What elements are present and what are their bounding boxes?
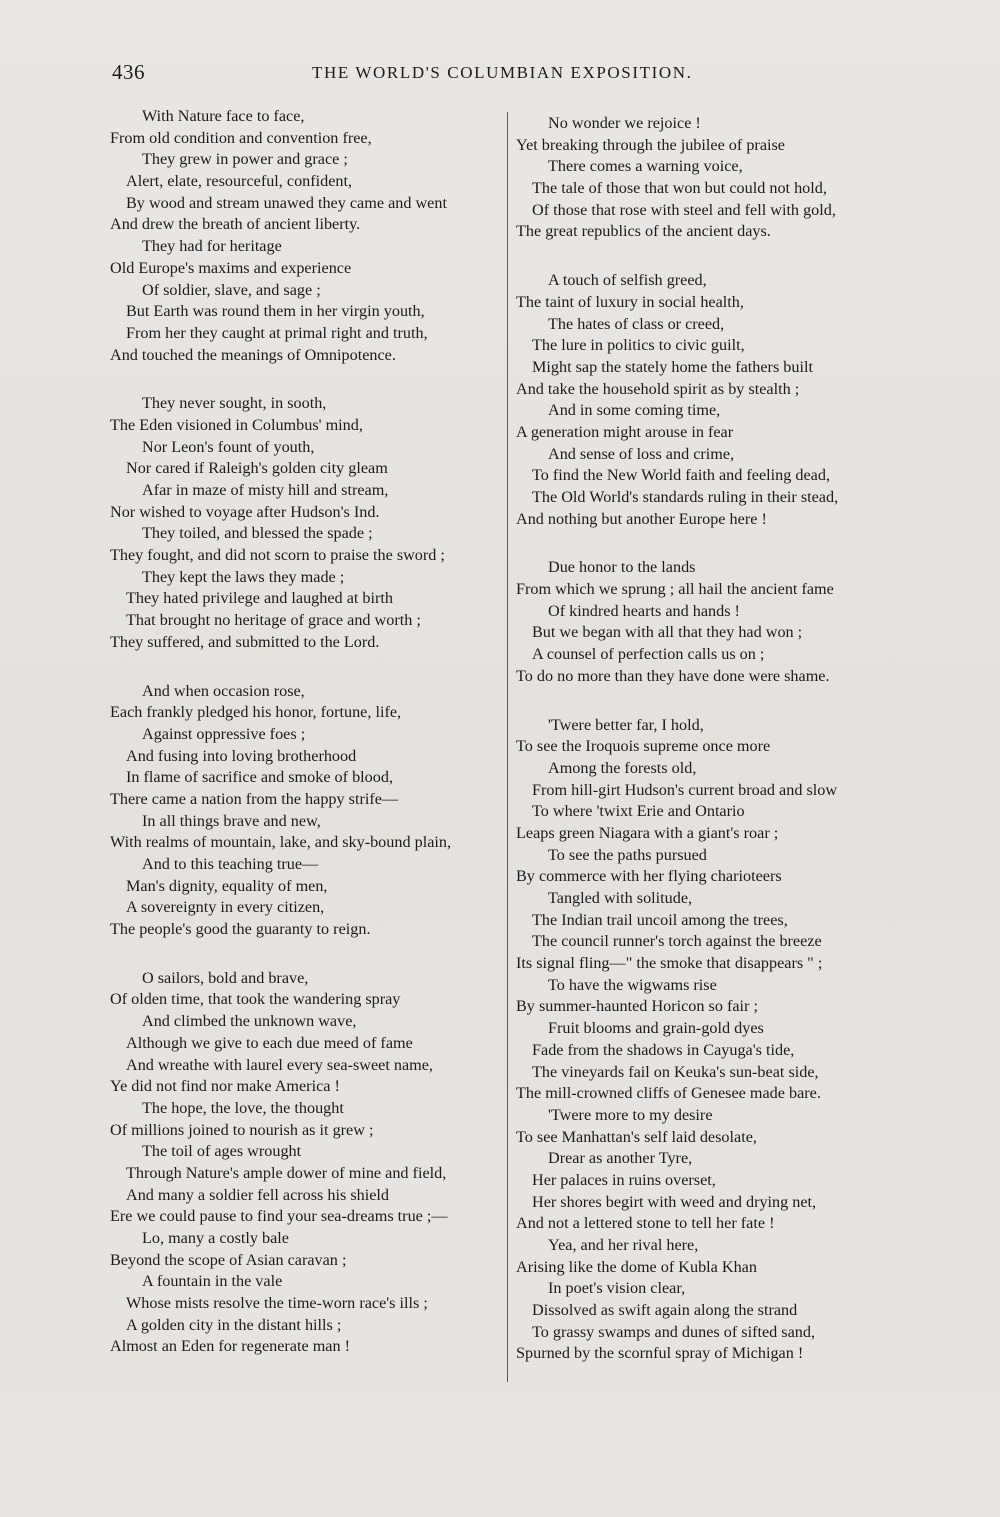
poem-line: To find the New World faith and feeling dead, [532,466,830,485]
poem-line: They toiled, and blessed the spade ; [142,524,373,543]
poem-line: Man's dignity, equality of men, [126,876,328,895]
poem-line: Almost an Eden for regenerate man ! [110,1337,351,1356]
left-column [94,106,504,1385]
poem-line: Each frankly pledged his honor, fortune, life, [110,703,402,722]
poem-line: Fruit blooms and grain-gold dyes [548,1019,764,1038]
poem-line: Ere we could pause to find your sea-dreams true ;— [110,1207,448,1226]
poem-line: Nor cared if Raleigh's golden city gleam [126,459,388,478]
poem-line: And drew the breath of ancient liberty. [110,215,361,234]
poem-line: 'Twere better far, I hold, [548,715,704,734]
poem-line: Arising like the dome of Kubla Khan [516,1257,757,1276]
poem-line: From hill-girt Hudson's current broad and slow [532,780,838,799]
poem-line: No wonder we rejoice ! [548,114,701,132]
poem-line: Of millions joined to nourish as it grew ; [110,1120,374,1139]
poem-line: Her palaces in ruins overset, [532,1170,716,1189]
poem-line: Her shores begirt with weed and drying net, [532,1192,817,1211]
poem-line: They kept the laws they made ; [142,567,345,586]
poem-line: The hates of class or creed, [548,314,725,333]
stanza [510,113,930,243]
poem-line: But we began with all that they had won ; [532,623,803,642]
poem-line: By commerce with her flying charioteers [516,867,782,886]
poem-line: Afar in maze of misty hill and stream, [142,481,389,499]
poem-line: A fountain in the vale [142,1272,283,1291]
stanza [510,557,930,687]
poem-line: 'Twere more to my desire [548,1105,713,1124]
poem-line: A generation might arouse in fear [516,422,734,441]
poem-line: And not a lettered stone to tell her fate ! [516,1214,775,1233]
poem-line: In poet's vision clear, [548,1279,686,1298]
poem-line: And touched the meanings of Omnipotence. [110,345,396,364]
poem-line: The tale of those that won but could not hold, [532,179,827,198]
poem-line: Of soldier, slave, and sage ; [142,280,321,299]
poem-line: Against oppressive foes ; [142,724,306,743]
poem-line: Of kindred hearts and hands ! [548,601,740,620]
poem-line: Leaps green Niagara with a giant's roar ; [516,823,779,842]
stanza [510,270,930,530]
poem-line: And when occasion rose, [142,681,305,700]
poem-line: Through Nature's ample dower of mine and field, [126,1163,447,1182]
poem-line: And sense of loss and crime, [548,444,735,463]
poem-line: The hope, the love, the thought [142,1098,344,1117]
poem-line: Nor Leon's fount of youth, [142,437,315,456]
running-head: THE WORLD'S COLUMBIAN EXPOSITION. [312,63,693,82]
page-header [112,60,732,90]
poem-line: And many a soldier fell across his shield [126,1185,389,1204]
poem-line: Beyond the scope of Asian caravan ; [110,1250,347,1269]
poem-line: The lure in politics to civic guilt, [532,336,745,355]
poem-line: There comes a warning voice, [548,157,743,176]
poem-line: To see the paths pursued [548,845,707,864]
poem-line: Lo, many a costly bale [142,1229,289,1247]
poem-line: And wreathe with laurel every sea-sweet name, [126,1055,433,1074]
poem-line: A golden city in the distant hills ; [126,1315,342,1334]
poem-line: Among the forests old, [548,758,697,777]
poem-line: Due honor to the lands [548,558,696,577]
poem-line: A touch of selfish greed, [548,271,707,290]
poem-line: The toil of ages wrought [142,1142,302,1161]
poem-line: They hated privilege and laughed at birth [126,589,393,608]
poem-line: And in some coming time, [548,401,721,420]
poem-line: To grassy swamps and dunes of sifted sand, [532,1322,816,1341]
stanza [94,106,504,366]
poem-line: The taint of luxury in social health, [516,292,744,311]
poem-line: The great republics of the ancient days. [516,222,771,241]
stanza [94,393,504,653]
poem-line: O sailors, bold and brave, [142,968,309,987]
poem-line: They had for heritage [142,237,282,256]
poem-line: Of olden time, that took the wandering spray [110,990,401,1009]
poem-line: But Earth was round them in her virgin youth, [126,302,425,321]
poem-line: Fade from the shadows in Cayuga's tide, [532,1040,795,1059]
poem-line: From which we sprung ; all hail the ancient fame [516,580,834,599]
poem-line: In all things brave and new, [142,811,321,830]
poem-line: The Eden visioned in Columbus' mind, [110,415,363,434]
stanza [94,681,504,941]
poem-line: Yea, and her rival here, [548,1236,699,1254]
poem-line: Nor wished to voyage after Hudson's Ind. [110,502,380,521]
poem-line: They suffered, and submitted to the Lord. [110,632,380,651]
poem-line: To do no more than they have done were shame. [516,666,830,685]
stanza [510,715,930,1366]
poem-line: The people's good the guaranty to reign. [110,920,371,939]
poem-line: Ye did not find nor make America ! [110,1077,340,1096]
poem-line: Whose mists resolve the time-worn race's ills ; [126,1294,428,1313]
poem-line: Tangled with solitude, [548,889,693,907]
poem-line: By wood and stream unawed they came and went [126,193,447,212]
poem-line: And to this teaching true— [142,855,319,873]
poem-line: To see Manhattan's self laid desolate, [516,1127,757,1146]
poem-line: And nothing but another Europe here ! [516,509,767,528]
poem-line: That brought no heritage of grace and worth ; [126,611,421,630]
poem-line: They fought, and did not scorn to praise the sword ; [110,546,445,565]
right-column [510,113,930,1392]
poem-line: With realms of mountain, lake, and sky-bound plain, [110,833,452,852]
poem-line: The Indian trail uncoil among the trees, [532,910,788,929]
page-number: 436 [112,60,145,84]
poem-line: To where 'twixt Erie and Ontario [532,802,745,821]
poem-line: There came a nation from the happy strife— [110,789,399,808]
poem-line: Dissolved as swift again along the strand [532,1301,798,1320]
poem-line: Spurned by the scornful spray of Michigan ! [516,1344,804,1363]
poem-line: The Old World's standards ruling in their stead, [532,488,839,506]
stanza [94,968,504,1358]
poem-line: Alert, elate, resourceful, confident, [126,172,353,191]
poem-line: The mill-crowned cliffs of Genesee made bare. [516,1084,821,1103]
poem-line: Old Europe's maxims and experience [110,258,352,277]
poem-line: And fusing into loving brotherhood [126,746,357,765]
poem-line: A sovereignty in every citizen, [126,898,325,917]
poem-line: Although we give to each due meed of fame [126,1033,413,1052]
poem-line: Its signal fling—" the smoke that disappears " ; [516,954,823,973]
column-divider [507,112,508,1382]
poem-line: From old condition and convention free, [110,128,372,147]
poem-line: With Nature face to face, [142,107,305,125]
poem-line: From her they caught at primal right and truth, [126,323,428,342]
poem-line: They never sought, in sooth, [142,394,327,413]
poem-line: The vineyards fail on Keuka's sun-beat side, [532,1062,819,1081]
poem-line: Of those that rose with steel and fell with gold, [532,200,836,219]
poem-line: The council runner's torch against the breeze [532,932,822,951]
poem-line: They grew in power and grace ; [142,150,348,169]
poem-line: Might sap the stately home the fathers built [532,357,813,376]
poem-line: And climbed the unknown wave, [142,1012,357,1031]
poem-line: To see the Iroquois supreme once more [516,737,771,756]
poem-line: By summer-haunted Horicon so fair ; [516,997,758,1016]
poem-line: A counsel of perfection calls us on ; [532,645,765,664]
poem-line: And take the household spirit as by stealth ; [516,379,800,398]
poem-line: Yet breaking through the jubilee of praise [516,135,785,154]
poem-line: In flame of sacrifice and smoke of blood, [126,768,393,787]
poem-line: Drear as another Tyre, [548,1149,693,1168]
poem-line: To have the wigwams rise [548,975,717,994]
